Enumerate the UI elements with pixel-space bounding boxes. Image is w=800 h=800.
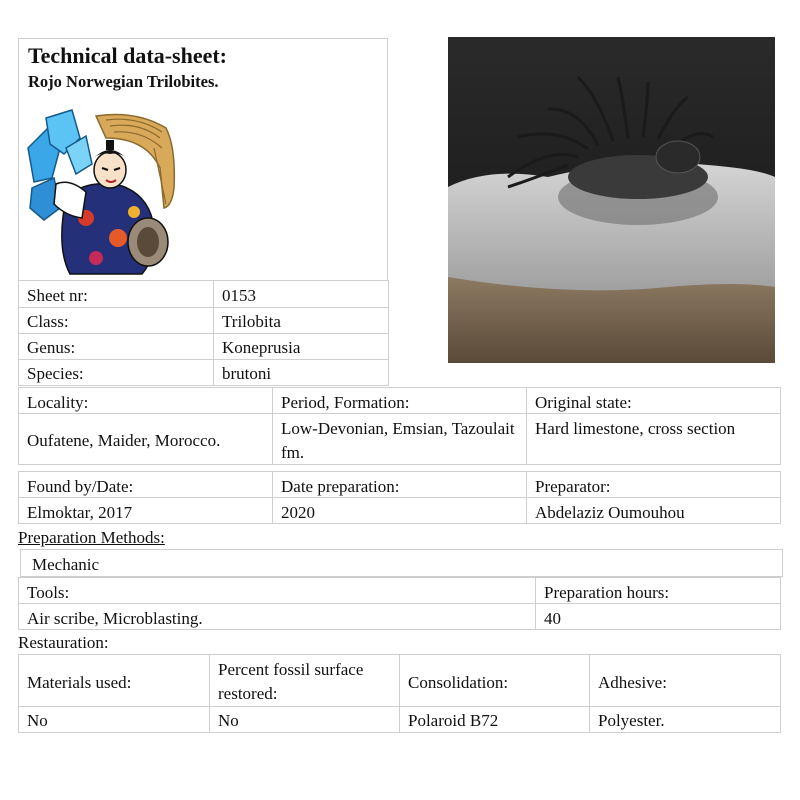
species-label: Species: [27,364,84,383]
found-by-label: Found by/Date: [27,477,134,496]
adhesive-label: Adhesive: [598,673,667,692]
class-value: Trilobita [222,312,281,331]
date-preparation-label: Date preparation: [281,477,400,496]
tools-label: Tools: [27,583,70,602]
preparation-hours-value: 40 [544,609,561,628]
preparation-methods-heading: Preparation Methods: [18,528,165,547]
period-label: Period, Formation: [281,393,410,412]
preparation-method-value: Mechanic [32,555,100,574]
genus-value: Koneprusia [222,338,301,357]
species-value: brutoni [222,364,272,383]
class-label: Class: [27,312,69,331]
tools-value: Air scribe, Microblasting. [27,609,203,628]
sheet-subtitle: Rojo Norwegian Trilobites. [28,72,219,91]
sheet-title: Technical data-sheet: [28,43,228,68]
sheet-nr-value: 0153 [222,286,256,305]
percent-restored-label: Percent fossil surface restored: [218,660,364,703]
consolidation-value: Polaroid B72 [408,711,499,730]
consolidation-label: Consolidation: [408,673,509,692]
genus-label: Genus: [27,338,76,357]
percent-restored-value: No [218,711,239,730]
sheet-nr-label: Sheet nr: [27,286,88,305]
adhesive-value: Polyester. [598,711,665,730]
locality-value: Oufatene, Maider, Morocco. [27,431,221,450]
samurai-trilobite-logo-icon [26,108,176,278]
preparation-hours-label: Preparation hours: [544,583,670,602]
locality-label: Locality: [27,393,89,412]
trilobite-fossil-photo [448,37,775,363]
preparator-label: Preparator: [535,477,611,496]
period-value: Low-Devonian, Emsian, Tazoulait fm. [281,419,515,462]
original-state-label: Original state: [535,393,632,412]
restauration-heading: Restauration: [18,633,109,652]
found-by-value: Elmoktar, 2017 [27,503,133,522]
materials-used-label: Materials used: [27,673,132,692]
original-state-value: Hard limestone, cross section [535,419,736,438]
date-preparation-value: 2020 [281,503,315,522]
materials-used-value: No [27,711,48,730]
preparator-value: Abdelaziz Oumouhou [535,503,685,522]
